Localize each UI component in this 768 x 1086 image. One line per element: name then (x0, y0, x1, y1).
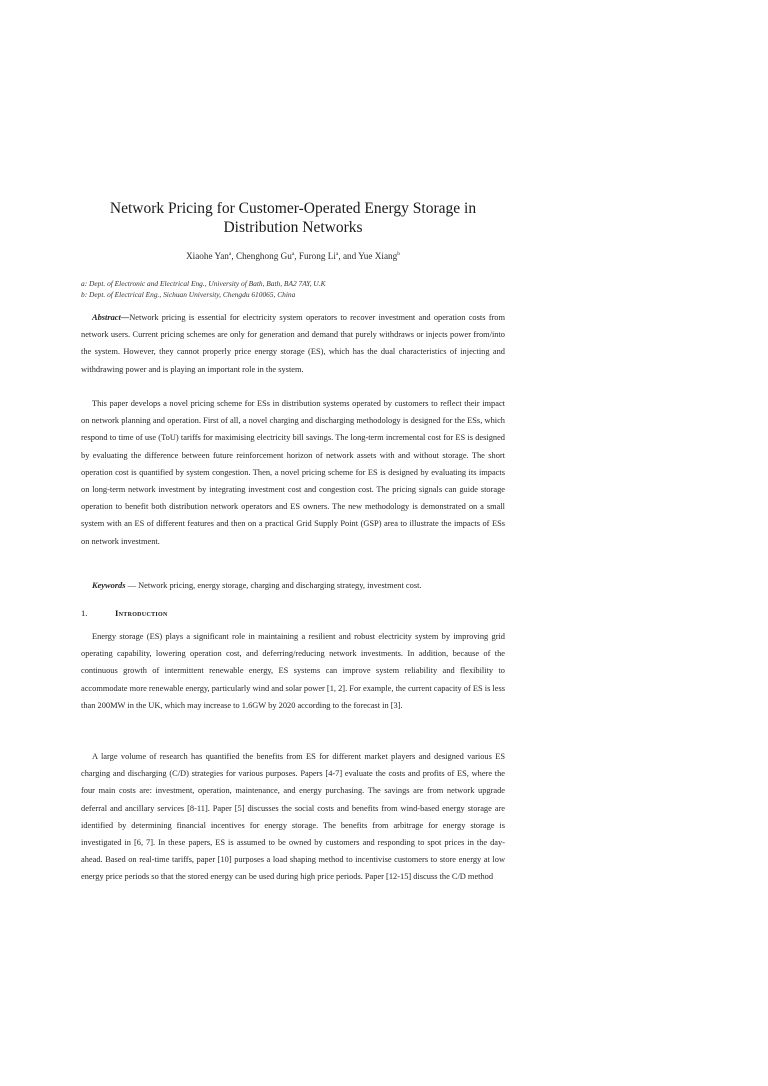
title-line-2: Distribution Networks (223, 219, 363, 236)
keywords (81, 577, 505, 594)
author-name: Furong Li (298, 251, 336, 261)
abstract-label: Abstract (92, 313, 121, 322)
abstract-paragraph-2: This paper develops a novel pricing scheme for ESs in distribution systems operated by customers to reflect their impact on network planning and operation. First of all, a novel charging and discharging methodology is designed for the ESs, which respond to time of use (ToU) tariffs for maximising electricity bill savings. The long-term incremental cost for ES is designed by evaluating the difference between future reinforcement horizon of network assets with and without storage. The short operation cost is quantified by system congestion. Then, a novel pricing scheme for ES is designed by evaluating its impacts on long-term network investment by integrating investment cost and congestion cost. The pricing signals can guide storage operation to benefit both distribution network operators and ES owners. The new methodology is demonstrated on a small system with an ES of different features and then on a practical Grid Supply Point (GSP) area to illustrate the impacts of ESs on network investment. (81, 399, 505, 546)
title-line-1: Network Pricing for Customer-Operated Energy Storage in (109, 200, 477, 217)
affiliations (81, 279, 326, 300)
author-separator: , (231, 251, 236, 261)
author-affiliation-mark: a (291, 250, 295, 257)
affiliation-a: a: Dept. of Electronic and Electrical Eng., University of Bath, Bath, BA2 7AY, U.K (81, 279, 326, 288)
section-title: Introduction (115, 608, 168, 618)
author-separator: , and (338, 251, 359, 261)
body-paragraph: Energy storage (ES) plays a significant role in maintaining a resilient and robust electricity system by improving grid operating capability, lowering operation cost, and deferring/reducing network investments. In addition, because of the continuous growth of intermittent renewable energy, ES systems can improve system reliability and flexibility to accommodate more renewable energy, particularly wind and solar power [1, 2]. For example, the current capacity of ES is less than 200MW in the UK, which may increase to 1.6GW by 2020 according to the forecast in [3]. (81, 632, 505, 710)
author-affiliation-mark: a (335, 250, 339, 257)
abstract-dash: — (120, 313, 130, 322)
abstract-text: Network pricing is essential for electricity system operators to recover investment and operation costs from network users. Current pricing schemes are only for generation and demand that purely withdraws or injects power from/into the system. However, they cannot properly price energy storage (ES), which has the dual characteristics of injecting and withdrawing power and is playing an important role in the system. (81, 313, 505, 374)
body-paragraph: A large volume of research has quantified the benefits from ES for different market players and designed various ES charging and discharging (C/D) strategies for various purposes. Papers [4-7] evaluate the costs and profits of ES, where the four main costs are: investment, operation, maintenance, and energy purchasing. The savings are from network upgrade deferral and ancillary services [8-11]. Paper [5] discusses the social costs and benefits from wind-based energy storage are identified by determining financial incentives for energy storage. The benefits from arbitrage for energy storage is investigated in [6, 7]. In these papers, ES is assumed to be owned by customers and responding to spot prices in the day-ahead. Based on real-time tariffs, paper [10] purposes a load shaping method to incentivise customers to store energy at low energy price periods so that the stored energy can be used during high price periods. Paper [12-15] discuss the C/D method (81, 752, 505, 882)
keywords-paragraph (81, 577, 505, 594)
author-separator: , (294, 251, 299, 261)
introduction-paragraph-1 (81, 628, 505, 714)
author-name: Yue Xiang (358, 251, 398, 261)
abstract-paragraph (81, 309, 505, 378)
author-affiliation-mark: a (228, 250, 232, 257)
keywords-separator: — (125, 581, 139, 590)
author-name: Xiaohe Yan (186, 251, 229, 261)
abstract-continuation (81, 395, 505, 550)
affiliation-b: b: Dept. of Electrical Eng., Sichuan University, Chengdu 610065, China (81, 289, 296, 299)
introduction-paragraph-2 (81, 748, 505, 886)
paper-title (80, 199, 506, 237)
keywords-text: Network pricing, energy storage, charging and discharging strategy, investment cost. (138, 581, 422, 590)
section-heading-introduction (81, 608, 168, 618)
author-affiliation-mark: b (397, 250, 400, 257)
author-name: Chenghong Gu (235, 251, 292, 261)
author-list (80, 251, 506, 261)
abstract (81, 309, 505, 378)
keywords-label: Keywords (92, 581, 126, 590)
section-number: 1. (81, 608, 88, 618)
